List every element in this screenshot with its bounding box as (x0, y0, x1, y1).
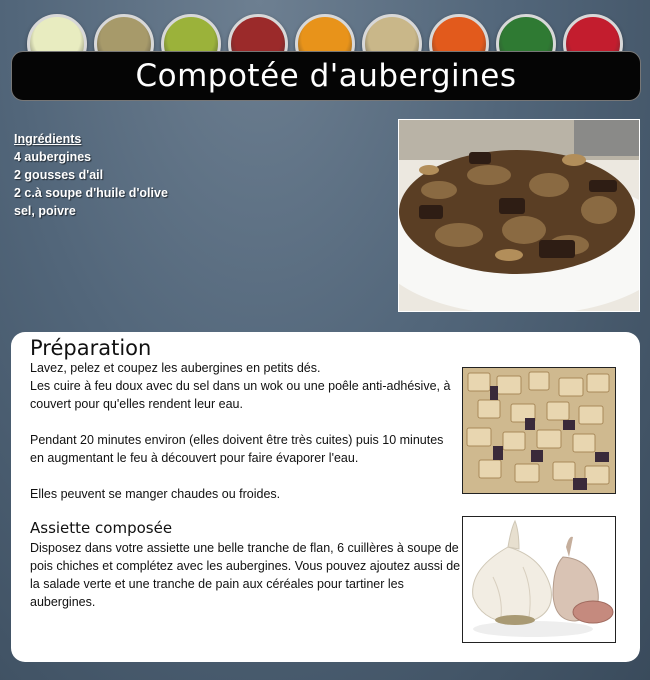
eggplant-cubes-photo (462, 367, 616, 494)
preparation-panel (11, 332, 640, 662)
compote-photo (398, 119, 640, 312)
assiette-title: Assiette composée (30, 519, 173, 537)
assiette-text: Disposez dans votre assiette une belle tranche de flan, 6 cuillères à soupe de pois chiches et complétez avec les aubergines. Vous pouvez ajoutez aussi de la salade verte et une tranche de pain aux céréales pour tartiner les aubergines. (30, 541, 461, 609)
ingredient-item: sel, poivre (14, 204, 76, 218)
preparation-text (30, 359, 458, 503)
preparation-step: Elles peuvent se manger chaudes ou froides. (30, 487, 281, 501)
garlic-photo (462, 516, 616, 643)
ingredient-item: 2 gousses d'ail (14, 168, 104, 182)
ingredient-item: 4 aubergines (14, 150, 92, 164)
preparation-step: Les cuire à feu doux avec du sel dans un wok ou une poêle anti-adhésive, à couvert pour qu'elles rendent leur eau. (30, 379, 451, 411)
page-title: Compotée d'aubergines (135, 58, 517, 94)
ingredients-section (14, 130, 384, 220)
ingredient-item: 2 c.à soupe d'huile d'olive (14, 186, 168, 200)
preparation-step: Pendant 20 minutes environ (elles doivent être très cuites) puis 10 minutes en augmentant le feu à découvert pour faire évaporer l'eau. (30, 433, 444, 465)
title-bar (11, 51, 641, 101)
preparation-step: Lavez, pelez et coupez les aubergines en petits dés. (30, 361, 321, 375)
ingredients-title: Ingrédients (14, 132, 82, 146)
preparation-title: Préparation (30, 336, 152, 360)
